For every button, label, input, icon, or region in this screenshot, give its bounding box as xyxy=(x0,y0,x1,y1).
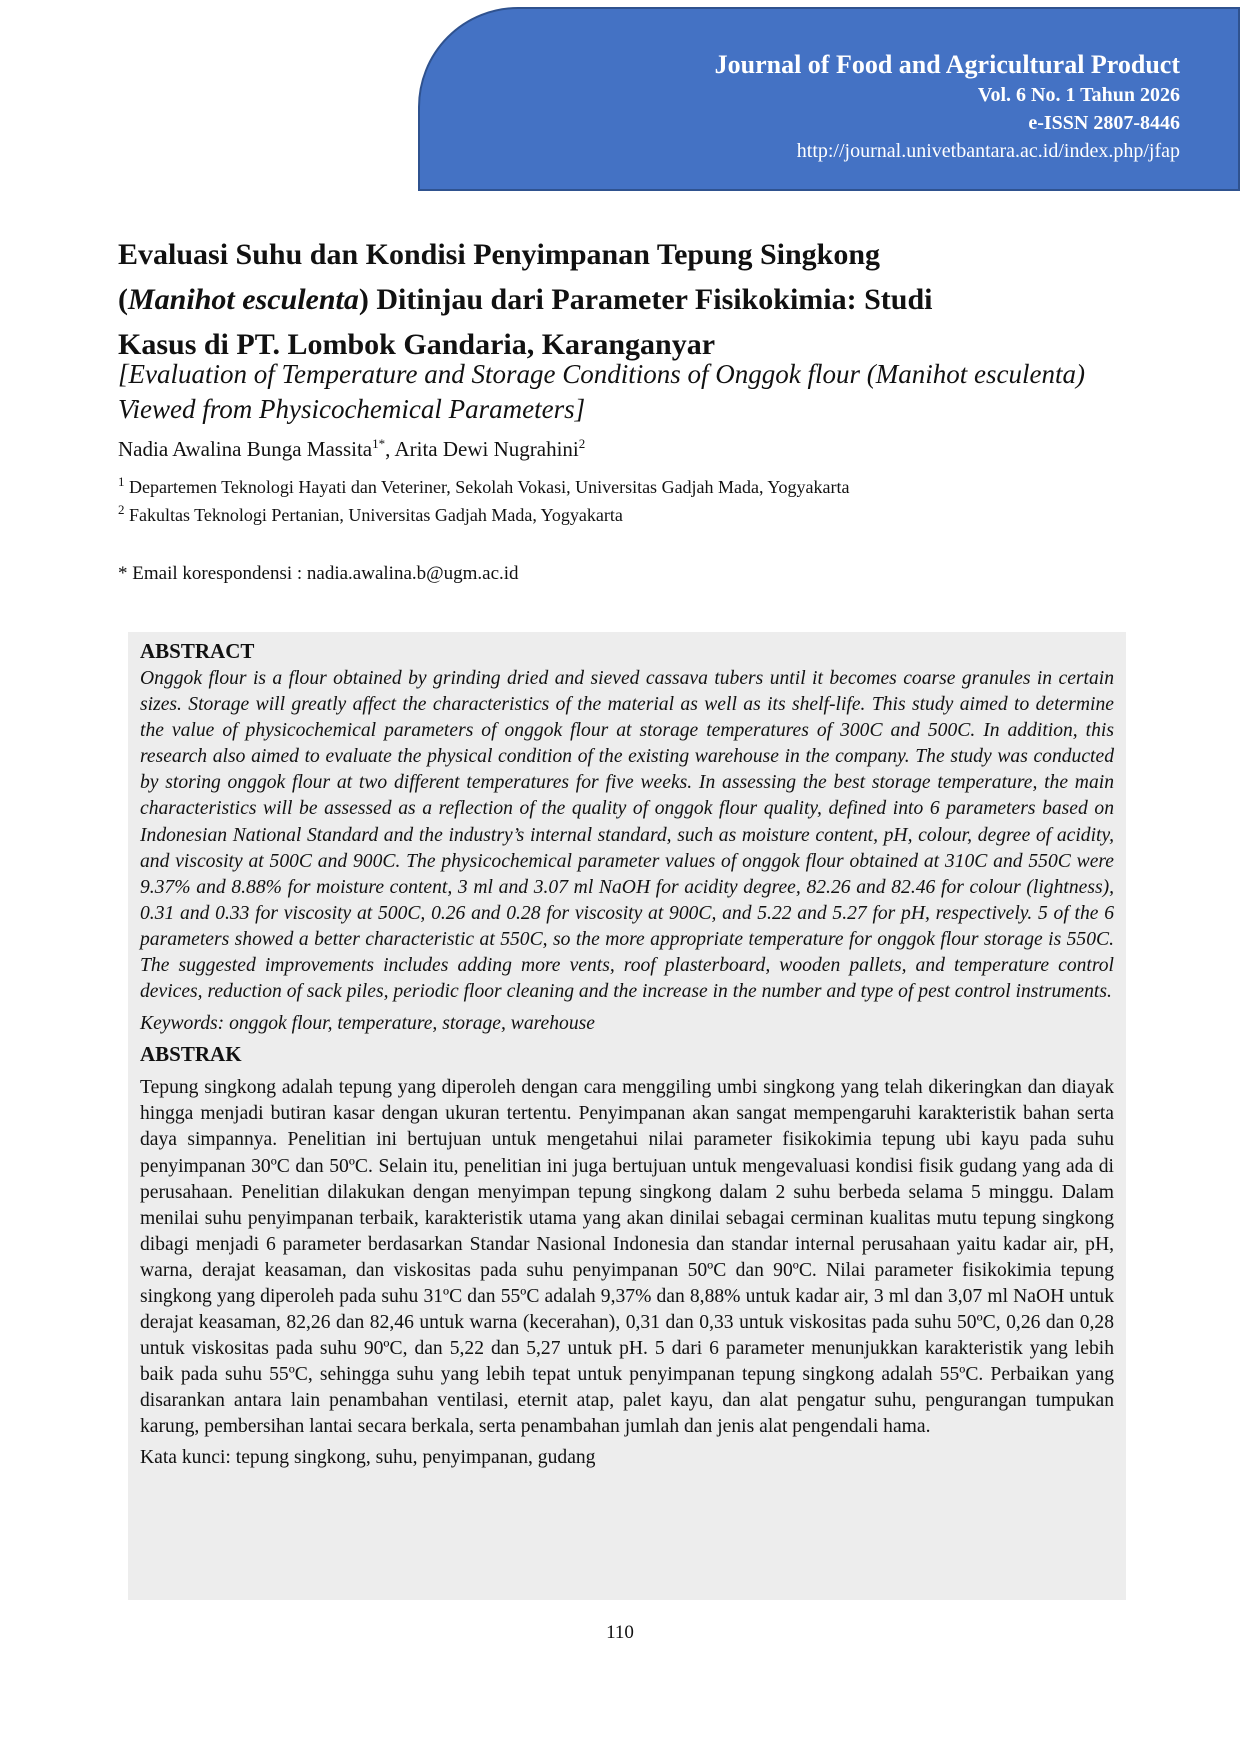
title-line-2-rest: ) Ditinjau dari Parameter Fisikokimia: Studi xyxy=(358,283,933,316)
author-2-sup: 2 xyxy=(578,436,586,451)
affiliation-2-sup: 2 xyxy=(118,502,125,517)
affiliation-1 xyxy=(118,474,850,498)
journal-header-banner xyxy=(418,7,1240,191)
journal-header-text xyxy=(715,49,1180,165)
correspondence-email: * Email korespondensi : nadia.awalina.b@ugm.ac.id xyxy=(118,563,519,584)
keywords-indonesian: Kata kunci: tepung singkong, suhu, penyimpanan, gudang xyxy=(140,1446,596,1468)
keywords-english: Keywords: onggok flour, temperature, storage, warehouse xyxy=(140,1013,595,1035)
journal-issn: e-ISSN 2807-8446 xyxy=(1028,112,1180,134)
abstrak-heading: ABSTRAK xyxy=(140,1042,242,1067)
journal-name: Journal of Food and Agricultural Product xyxy=(714,50,1180,79)
abstract-heading: ABSTRACT xyxy=(140,639,255,663)
page-number: 110 xyxy=(606,1622,634,1643)
title-paren: ( xyxy=(118,283,128,316)
affiliation-2 xyxy=(118,502,623,526)
affiliation-1-text: Departemen Teknologi Hayati dan Veteriner, Sekolah Vokasi, Universitas Gadjah Mada, Yogyakarta xyxy=(129,477,850,497)
affiliation-2-text: Fakultas Teknologi Pertanian, Universitas Gadjah Mada, Yogyakarta xyxy=(129,505,623,525)
paper-subtitle: [Evaluation of Temperature and Storage Conditions of Onggok flour (Manihot esculenta) Viewed from Physicochemical Parameters] xyxy=(118,359,1085,424)
author-1: Nadia Awalina Bunga Massita xyxy=(118,437,373,461)
author-1-sup: 1* xyxy=(372,436,386,451)
abstract-english: Onggok flour is a flour obtained by grinding dried and sieved cassava tubers until it becomes coarse granules in certain sizes. Storage will greatly affect the characteristics of the material as well as its shelf-life. This study aimed to determine the value of physicochemical parameters of onggok flour at storage temperatures of 300C and 500C. In addition, this research also aimed to evaluate the physical condition of the existing warehouse in the company. The study was conducted by storing onggok flour at two different temperatures for five weeks. In assessing the best storage temperature, the main characteristics will be assessed as a reflection of the quality of onggok flour quality, defined into 6 parameters based on Indonesian National Standard and the industry’s internal standard, such as moisture content, pH, colour, degree of acidity, and viscosity at 500C and 900C. The physicochemical parameter values of onggok flour obtained at 310C and 550C were 9.37% and 8.88% for moisture content, 3 ml and 3.07 ml NaOH for acidity degree, 82.26 and 82.46 for colour (lightness), 0.31 and 0.33 for viscosity at 500C, 0.26 and 0.28 for viscosity at 900C, and 5.22 and 5.27 for pH, respectively. 5 of the 6 parameters showed a better characteristic at 550C, so the more appropriate temperature for onggok flour storage is 550C. The suggested improvements includes adding more vents, roof plasterboard, wooden pallets, and temperature control devices, reduction of sack piles, periodic floor cleaning and the increase in the number and type of pest control instruments. xyxy=(140,668,1114,1003)
title-line-1: Evaluasi Suhu dan Kondisi Penyimpanan Tepung Singkong xyxy=(118,238,881,271)
paper-title xyxy=(118,232,1118,367)
author-2: Arita Dewi Nugrahini xyxy=(394,437,579,461)
author-list xyxy=(118,437,585,462)
title-line-2 xyxy=(118,277,1118,322)
author-separator: , xyxy=(385,437,395,461)
journal-volume: Vol. 6 No. 1 Tahun 2026 xyxy=(977,84,1180,106)
abstrak-indonesian: Tepung singkong adalah tepung yang diperoleh dengan cara menggiling umbi singkong yang telah dikeringkan dan diayak hingga menjadi butiran kasar dengan ukuran tertentu. Penyimpanan akan sangat mempengaruhi karakteristik bahan serta daya simpannya. Penelitian ini bertujuan untuk mengetahui nilai parameter fisikokimia tepung ubi kayu pada suhu penyimpanan 30ºC dan 50ºC. Selain itu, penelitian ini juga bertujuan untuk mengevaluasi kondisi fisik gudang yang ada di perusahaan. Penelitian dilakukan dengan menyimpan tepung singkong dalam 2 suhu berbeda selama 5 minggu. Dalam menilai suhu penyimpanan terbaik, karakteristik utama yang akan dinilai sebagai cerminan kualitas mutu tepung singkong dibagi menjadi 6 parameter berdasarkan Standar Nasional Indonesia dan standar internal perusahaan yaitu kadar air, pH, warna, derajat keasaman, dan viskositas pada suhu penyimpanan 50ºC dan 90ºC. Nilai parameter fisikokimia tepung singkong yang diperoleh pada suhu 31ºC dan 55ºC adalah 9,37% dan 8,88% untuk kadar air, 3 ml dan 3,07 ml NaOH untuk derajat keasaman, 82,26 dan 82,46 untuk warna (kecerahan), 0,31 dan 0,33 untuk viskositas pada suhu 50ºC, 0,26 dan 0,28 untuk viskositas pada suhu 90ºC, dan 5,22 dan 5,27 untuk pH. 5 dari 6 parameter menunjukkan karakteristik yang lebih baik pada suhu 55ºC, sehingga suhu yang lebih tepat untuk penyimpanan tepung singkong adalah 55ºC. Perbaikan yang disarankan antara lain penambahan ventilasi, eternit atap, palet kayu, dan alat pengatur suhu, pengurangan tumpukan karung, pembersihan lantai secara berkala, serta penambahan jumlah dan jenis alat pengendali hama. xyxy=(140,1077,1114,1438)
title-line-3: Kasus di PT. Lombok Gandaria, Karanganyar xyxy=(118,328,716,361)
journal-url[interactable]: http://journal.univetbantara.ac.id/index.php/jfap xyxy=(796,140,1180,162)
abstract-box xyxy=(128,632,1126,1600)
affiliation-1-sup: 1 xyxy=(118,474,125,489)
title-species: Manihot esculenta xyxy=(128,283,359,316)
